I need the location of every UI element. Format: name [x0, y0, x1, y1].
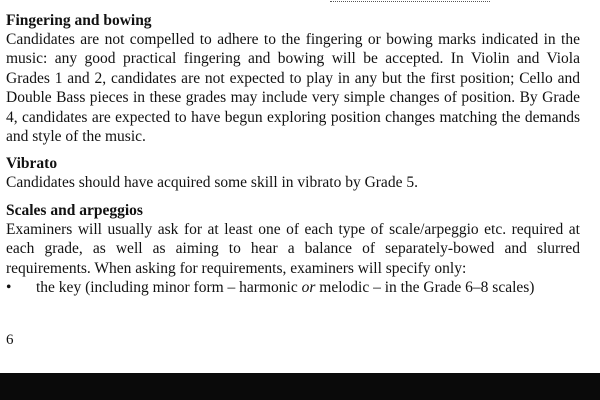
section-heading-scales: Scales and arpeggios: [6, 201, 143, 219]
bullet-text-after: melodic – in the Grade 6–8 scales): [315, 279, 535, 297]
bullet-text-emphasis: or: [301, 279, 316, 297]
section-body-fingering: Candidates are not compelled to adhere to the fingering or bowing marks indicated in the music: any good practical fingering and bowing will be accepted. In Violin and Viola Grades 1 and 2, candidates are not expected to play in any but the first position; Cello and Double Bass pieces in these grades may include very simple changes of position. By Grade 4, candidates are expected to have begun exploring position changes matching the demands and style of the music.: [6, 31, 580, 146]
top-cropped-line: [330, 0, 490, 3]
bottom-black-bar: [0, 373, 600, 400]
bullet-text-before: the key (including minor form – harmonic: [36, 279, 302, 297]
section-scales-and-arpeggios: [6, 201, 580, 298]
section-heading-vibrato: Vibrato: [6, 155, 58, 173]
section-vibrato: [6, 154, 580, 192]
page-content: [6, 11, 580, 305]
section-body-vibrato: Candidates should have acquired some skill in vibrato by Grade 5.: [6, 174, 418, 192]
section-heading-fingering: Fingering and bowing: [6, 12, 152, 29]
section-fingering-and-bowing: [6, 11, 580, 146]
bullet-list-item: [6, 278, 580, 297]
page-number: 6: [6, 332, 14, 348]
section-body-scales: Examiners will usually ask for at least one of each type of scale/arpeggio etc. required at each grade, as well as aiming to hear a balance of separately-bowed and slurred requirements. When asking for requirements, examiners will specify only:: [6, 220, 580, 277]
bullet-item-text: [36, 278, 580, 297]
bullet-icon: •: [6, 279, 12, 297]
